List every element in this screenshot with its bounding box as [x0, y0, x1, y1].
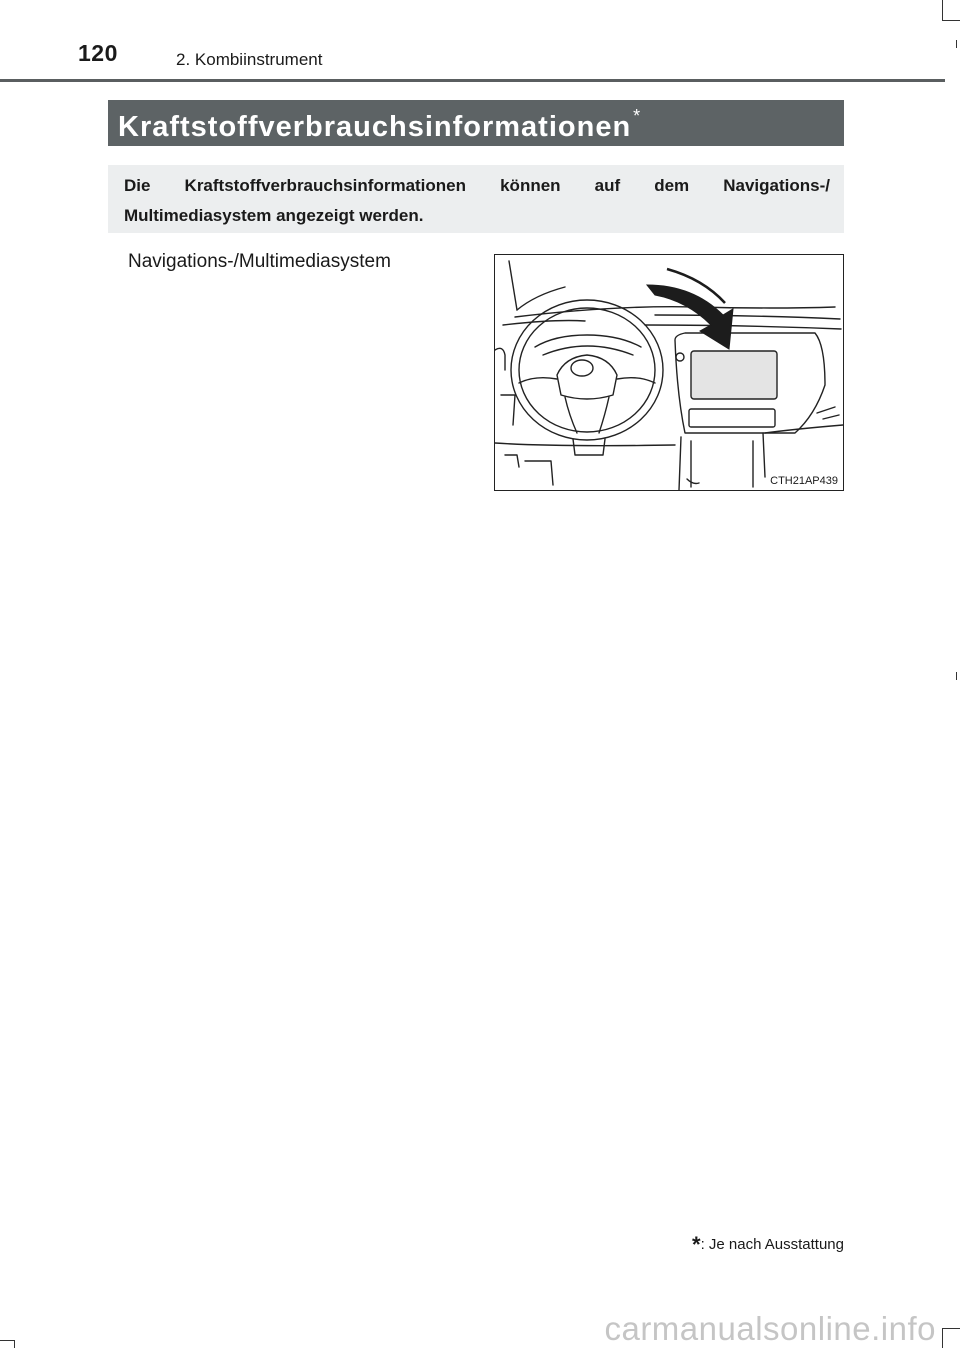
- right-vent-2: [823, 415, 839, 419]
- lower-spoke-left: [565, 397, 577, 433]
- left-vent: [501, 395, 515, 425]
- figure-caption: Navigations-/Multimediasystem: [128, 251, 391, 272]
- climate-panel: [689, 409, 775, 427]
- crop-mark-top-right-h: [942, 20, 960, 21]
- cluster-arc: [543, 346, 633, 355]
- section-title-asterisk: *: [633, 106, 642, 126]
- lower-spoke-right: [599, 397, 609, 433]
- right-spoke: [617, 378, 655, 383]
- chapter-title: 2. Kombiinstrument: [176, 50, 323, 69]
- footnote: [692, 1232, 844, 1258]
- intro-box: [108, 165, 844, 233]
- horn-logo: [571, 360, 593, 376]
- crop-mark-right-mid: [956, 672, 957, 680]
- dash-right-line: [655, 315, 840, 319]
- steering-wheel-outer: [511, 300, 663, 440]
- left-panel: [495, 348, 505, 370]
- gear-lever: [687, 479, 699, 484]
- lower-dash-right: [765, 425, 843, 433]
- dash-right-line-2: [645, 325, 841, 329]
- right-vent: [817, 407, 835, 413]
- crop-mark-bottom-right-v: [942, 1328, 943, 1348]
- floor-line: [525, 461, 553, 485]
- lower-dash-line: [495, 443, 675, 446]
- watermark: carmanualsonline.info: [604, 1310, 936, 1347]
- intro-text: Die Kraftstoffverbrauchsinformationen können auf dem Navigations-/ Multimediasystem angezeigt werden.: [124, 176, 830, 225]
- a-pillar-inner-line: [517, 287, 565, 310]
- steering-column: [573, 439, 605, 455]
- pedal-area: [505, 455, 519, 467]
- footnote-asterisk: *: [692, 1232, 701, 1257]
- pointer-arrow: [647, 285, 733, 349]
- dashboard-drawing: [495, 255, 843, 490]
- header-rule: [0, 79, 945, 82]
- footnote-text: : Je nach Ausstattung: [700, 1236, 844, 1253]
- dashboard-illustration: [494, 254, 844, 491]
- display-screen: [691, 351, 777, 399]
- cluster-hood: [535, 335, 641, 347]
- steering-wheel-inner: [519, 308, 655, 432]
- crop-mark-top-right-v: [942, 0, 943, 20]
- crop-mark-bottom-left: [0, 1340, 14, 1341]
- crop-mark-bottom-left-v: [14, 1340, 15, 1348]
- a-pillar-line: [509, 261, 517, 310]
- crop-mark-top-right-tick: [956, 40, 957, 48]
- figure-code: CTH21AP439: [770, 475, 838, 487]
- center-console: [679, 437, 681, 490]
- section-header-bar: [108, 100, 844, 146]
- center-console-right: [763, 433, 765, 477]
- center-knob: [676, 353, 684, 361]
- section-title-text: Kraftstoffverbrauchsinformationen: [118, 111, 632, 143]
- crop-mark-bottom-right-h: [942, 1328, 960, 1329]
- left-spoke: [519, 378, 557, 383]
- section-title: [118, 106, 641, 144]
- page-number: 120: [78, 40, 118, 66]
